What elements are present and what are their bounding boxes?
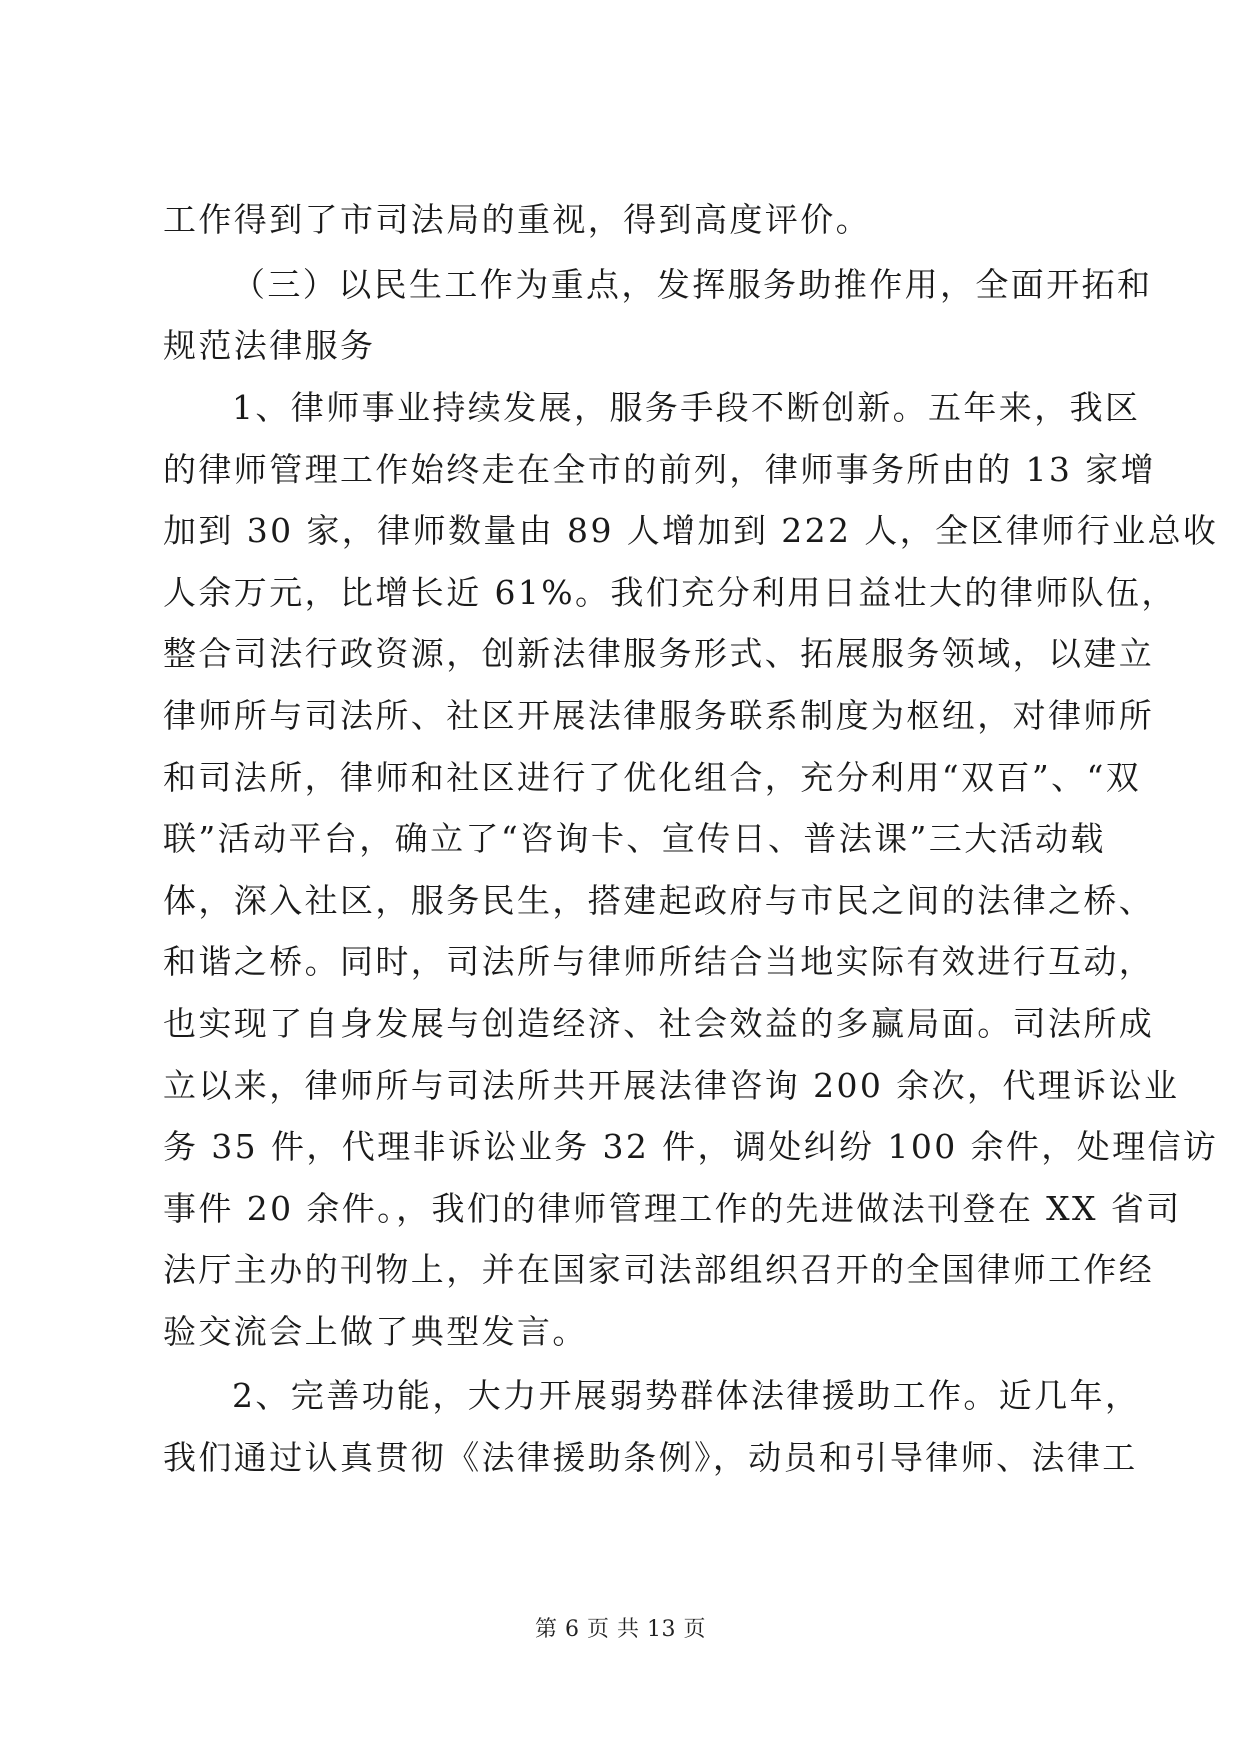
- section-heading: （三）以民生工作为重点，发挥服务助推作用，全面开拓和: [232, 265, 1153, 304]
- page-footer: 第 6 页 共 13 页: [535, 1617, 706, 1642]
- text-line: 验交流会上做了典型发言。: [163, 1312, 588, 1351]
- text-line: 律师所与司法所、社区开展法律服务联系制度为枢纽，对律师所: [163, 696, 1155, 735]
- text-line: 我们通过认真贯彻《法律援助条例》，动员和引导律师、法律工: [163, 1438, 1138, 1477]
- paragraph-start: 1、律师事业持续发展，服务手段不断创新。五年来，我区: [232, 388, 1141, 427]
- text-line: 法厅主办的刊物上，并在国家司法部组织召开的全国律师工作经: [163, 1250, 1155, 1289]
- text-line: 工作得到了市司法局的重视，得到高度评价。: [163, 200, 871, 239]
- text-line: 联”活动平台，确立了“咨询卡、宣传日、普法课”三大活动载: [163, 819, 1106, 858]
- text-line: 的律师管理工作始终走在全市的前列，律师事务所由的 13 家增: [163, 450, 1156, 489]
- text-line: 和司法所，律师和社区进行了优化组合，充分利用“双百”、“双: [163, 758, 1142, 797]
- text-line: 加到 30 家，律师数量由 89 人增加到 222 人，全区律师行业总收: [163, 511, 1219, 550]
- text-line: 事件 20 余件。，我们的律师管理工作的先进做法刊登在 XX 省司: [163, 1189, 1182, 1228]
- paragraph-start: 2、完善功能，大力开展弱势群体法律援助工作。近几年，: [232, 1376, 1141, 1415]
- text-line: 立以来，律师所与司法所共开展法律咨询 200 余次，代理诉讼业: [163, 1066, 1180, 1105]
- text-line: 整合司法行政资源，创新法律服务形式、拓展服务领域，以建立: [163, 634, 1155, 673]
- text-line: 人余万元，比增长近 61%。我们充分利用日益壮大的律师队伍，: [163, 573, 1177, 612]
- text-line: 务 35 件，代理非诉讼业务 32 件，调处纠纷 100 余件，处理信访: [163, 1127, 1219, 1166]
- text-line: 体，深入社区，服务民生，搭建起政府与市民之间的法律之桥、: [163, 881, 1155, 920]
- section-heading-continued: 规范法律服务: [163, 326, 376, 365]
- text-line: 也实现了自身发展与创造经济、社会效益的多赢局面。司法所成: [163, 1004, 1155, 1043]
- text-line: 和谐之桥。同时，司法所与律师所结合当地实际有效进行互动，: [163, 942, 1155, 981]
